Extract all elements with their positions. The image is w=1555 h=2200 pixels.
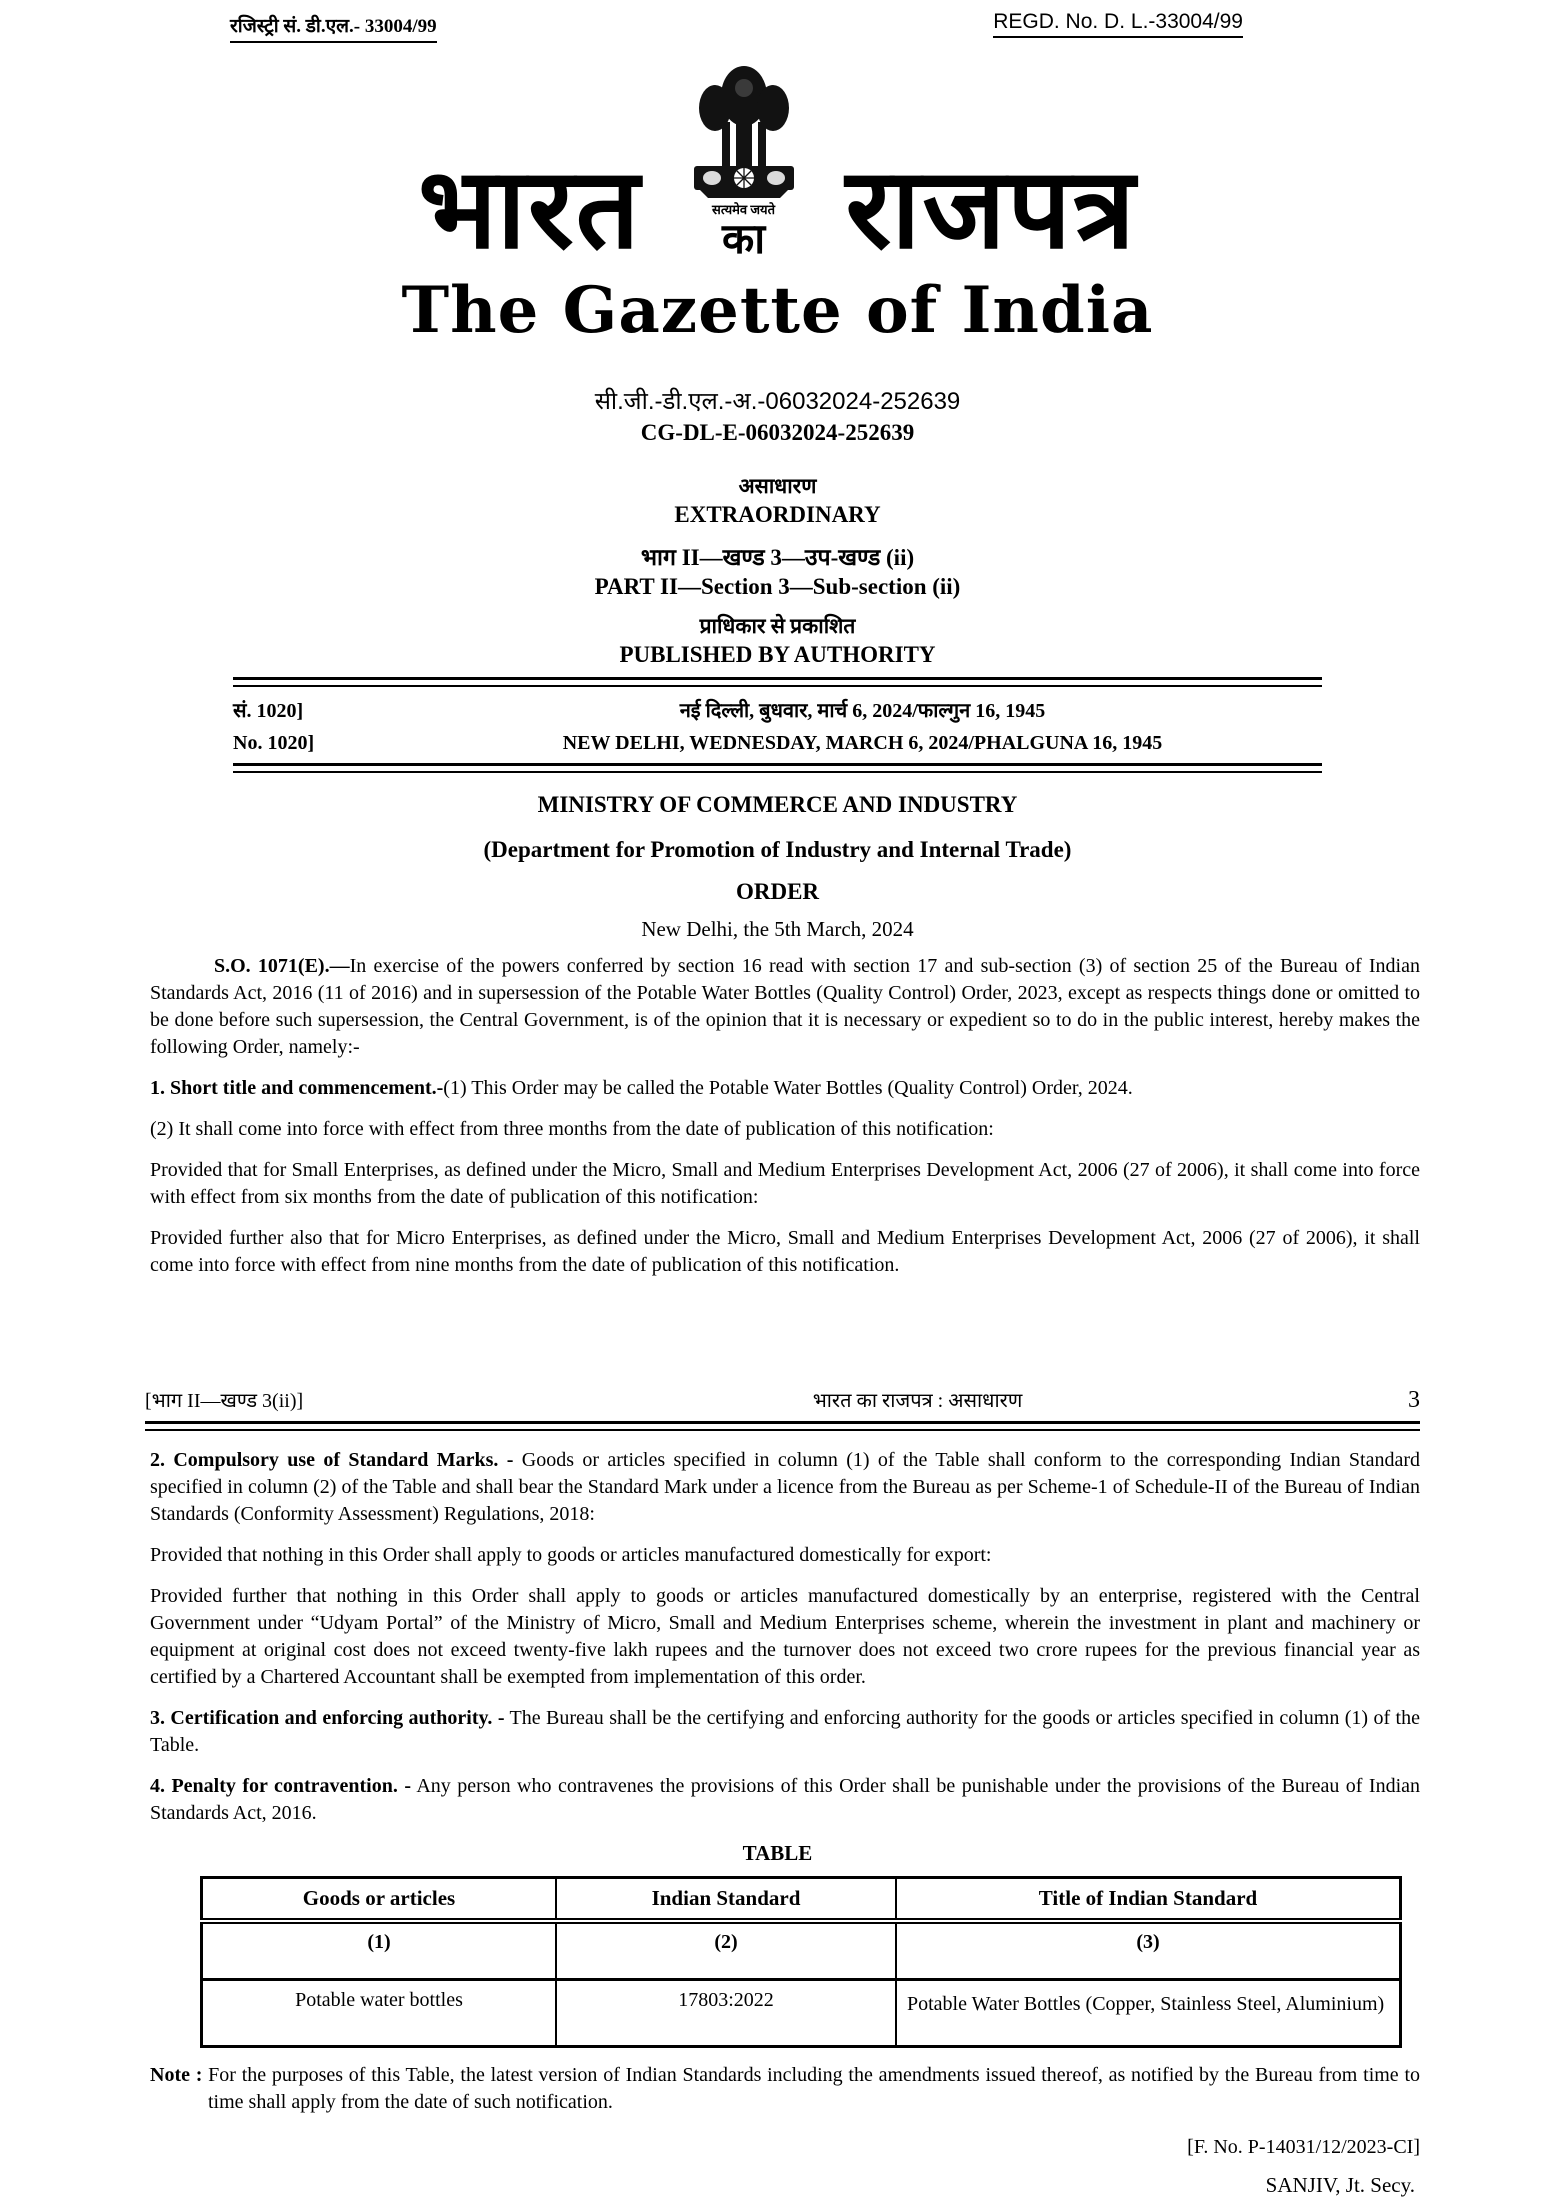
masthead <box>0 62 1555 273</box>
issue-number-hindi: सं. 1020] <box>233 700 304 723</box>
clause1-text: (1) This Order may be called the Potable Water Bottles (Quality Control) Order, 2024. <box>443 1077 1133 1099</box>
table-header-standard: Indian Standard <box>556 1878 896 1922</box>
emblem-of-india-icon <box>678 62 810 198</box>
clause3-title: 3. Certification and enforcing authority. - <box>150 1707 505 1729</box>
clause2-text: Goods or articles specified in column (1) of the Table shall conform to the corresponding Indian Standard specified in column (2) of the Table and shall bear the Standard Mark under a licence from the Bureau as per Scheme-1 of Schedule-II of the Bureau of Indian Standards (Conformity Assessment) Regulations, 2018: <box>150 1449 1421 1525</box>
cell-title: Potable Water Bottles (Copper, Stainless Steel, Aluminium) <box>896 1980 1401 2047</box>
table-header-title: Title of Indian Standard <box>896 1878 1401 1922</box>
clause1-paragraph <box>150 1075 1420 1102</box>
table-header-goods: Goods or articles <box>202 1878 557 1922</box>
extraordinary-english: EXTRAORDINARY <box>674 502 881 528</box>
file-number: [F. No. P-14031/12/2023-CI] <box>1187 2136 1420 2158</box>
so-number: S.O. 1071(E).— <box>214 955 350 977</box>
table-note <box>150 2062 1420 2116</box>
cg-dl-code-hindi: सी.जी.-डी.एल.-अ.-06032024-252639 <box>594 388 961 416</box>
column-number-2: (2) <box>556 1921 896 1980</box>
clause3-text: The Bureau shall be the certifying and enforcing authority for the goods or articles specified in column (1) of the Table. <box>150 1707 1420 1756</box>
page3-body <box>150 1447 1420 1827</box>
registry-number-hindi: रजिस्ट्री सं. डी.एल.- 33004/99 <box>230 12 437 43</box>
clause1-title: 1. Short title and commencement.- <box>150 1077 444 1099</box>
cell-standard: 17803:2022 <box>556 1980 896 2047</box>
order-section <box>0 792 1555 1293</box>
table-header-row <box>202 1878 1401 1922</box>
divider-rule-top <box>233 677 1322 687</box>
page3-section <box>0 1386 1555 2198</box>
issue-date-hindi: नई दिल्ली, बुधवार, मार्च 6, 2024/फाल्गुन 16, 1945 <box>679 700 1046 723</box>
proviso-micro-enterprises: Provided further also that for Micro Enterprises, as defined under the Micro, Small and Medium Enterprises Development Act, 2006 (27 of 2006), it shall come into force with effect from nine months from the date of publication of this notification. <box>150 1227 1420 1276</box>
gazette-title-english: The Gazette of India <box>401 273 1154 349</box>
table-row <box>202 1980 1401 2047</box>
column-number-3: (3) <box>896 1921 1401 1980</box>
page3-header-rule <box>145 1421 1420 1431</box>
standards-table <box>200 1876 1402 2048</box>
column-number-1: (1) <box>202 1921 557 1980</box>
running-header-title: भारत का राजपत्र : असाधारण <box>812 1390 1023 1412</box>
proviso-small-enterprises: Provided that for Small Enterprises, as defined under the Micro, Small and Medium Enterprises Development Act, 2006 (27 of 2006), it shall come into force with effect from six months from the date of publication of this notification: <box>150 1159 1420 1208</box>
clause4-text: Any person who contravenes the provisions of this Order shall be punishable under the provisions of the Bureau of Indian Standards Act, 2016. <box>150 1775 1421 1824</box>
cell-goods: Potable water bottles <box>202 1980 557 2047</box>
masthead-title-rajpatra: राजपत्र <box>845 148 1137 273</box>
issue-number-english: No. 1020] <box>233 732 315 755</box>
proviso-export: Provided that nothing in this Order shall apply to goods or articles manufactured domestically for export: <box>150 1544 992 1566</box>
running-header-part: [भाग II—खण्ड 3(ii)] <box>145 1390 304 1412</box>
ministry-title: MINISTRY OF COMMERCE AND INDUSTRY <box>537 792 1018 817</box>
issue-info-block <box>233 687 1322 755</box>
part-line-english: PART II—Section 3—Sub-section (ii) <box>594 574 961 600</box>
place-and-date: New Delhi, the 5th March, 2024 <box>641 917 914 941</box>
page3-running-header <box>145 1386 1420 1414</box>
extraordinary-hindi: असाधारण <box>738 474 817 499</box>
proviso-udyam: Provided further that nothing in this Order shall apply to goods or articles manufactured domestically by an enterprise, registered with the Central Government under “Udyam Portal” of the Ministry of Micro, Small and Medium Enterprises scheme, wherein the investment in plant and machinery or equipment at original cost does not exceed twenty-five lakh rupees and the turnover does not exceed two crore rupees for the previous financial year as certified by a Chartered Accountant shall be exempted from implementation of this order. <box>150 1585 1420 1688</box>
masthead-title-bharat: भारत <box>418 148 642 273</box>
clause3-certification <box>150 1705 1420 1759</box>
clause4-penalty <box>150 1773 1420 1827</box>
registry-header <box>0 0 1555 44</box>
note-text: For the purposes of this Table, the latest version of Indian Standards including the amendments issued thereof, as notified by the Bureau from time to time shall apply from the date of such notification. <box>202 2064 1420 2113</box>
masthead-title-ka: का <box>721 217 766 263</box>
signature-line: SANJIV, Jt. Secy. <box>1265 2173 1415 2197</box>
page1-body <box>150 953 1420 1279</box>
clause2-title: 2. Compulsory use of Standard Marks. - <box>150 1449 514 1471</box>
so-paragraph <box>150 953 1420 1061</box>
table-column-number-row <box>202 1921 1401 1980</box>
authority-line-hindi: प्राधिकार से प्रकाशित <box>699 614 856 639</box>
issue-row-hindi <box>233 687 1322 723</box>
clause4-title: 4. Penalty for contravention. - <box>150 1775 411 1797</box>
authority-line-english: PUBLISHED BY AUTHORITY <box>619 642 936 668</box>
cg-dl-code-english: CG-DL-E-06032024-252639 <box>640 420 915 446</box>
emblem-column <box>664 62 824 262</box>
issue-date-english: NEW DELHI, WEDNESDAY, MARCH 6, 2024/PHALGUNA 16, 1945 <box>562 732 1163 755</box>
table-heading: TABLE <box>742 1841 813 1865</box>
emblem-motto: सत्यमेव जयते <box>712 202 775 217</box>
department-title: (Department for Promotion of Industry and Internal Trade) <box>483 837 1072 862</box>
clause2-paragraph: (2) It shall come into force with effect from three months from the date of publication of this notification: <box>150 1118 994 1140</box>
divider-rule-bottom <box>233 763 1322 773</box>
note-label: Note : <box>150 2064 203 2086</box>
clause2-standard-marks <box>150 1447 1420 1528</box>
so-text: In exercise of the powers conferred by section 16 read with section 17 and sub-section (3) of section 25 of the Bureau of Indian Standards Act, 2016 (11 of 2016) and in supersession of the Potable Water Bottles (Quality Control) Order, 2023, except as respects things done or omitted to be done before such supersession, the Central Government, is of the opinion that it is necessary or expedient so to do in the public interest, hereby makes the following Order, namely:- <box>150 955 1420 1058</box>
registry-number-english: REGD. No. D. L.-33004/99 <box>993 10 1243 38</box>
part-line-hindi: भाग II—खण्ड 3—उप-खण्ड (ii) <box>640 545 915 571</box>
page-number: 3 <box>1408 1387 1420 1413</box>
issue-row-english <box>233 723 1322 755</box>
order-heading: ORDER <box>735 879 820 904</box>
